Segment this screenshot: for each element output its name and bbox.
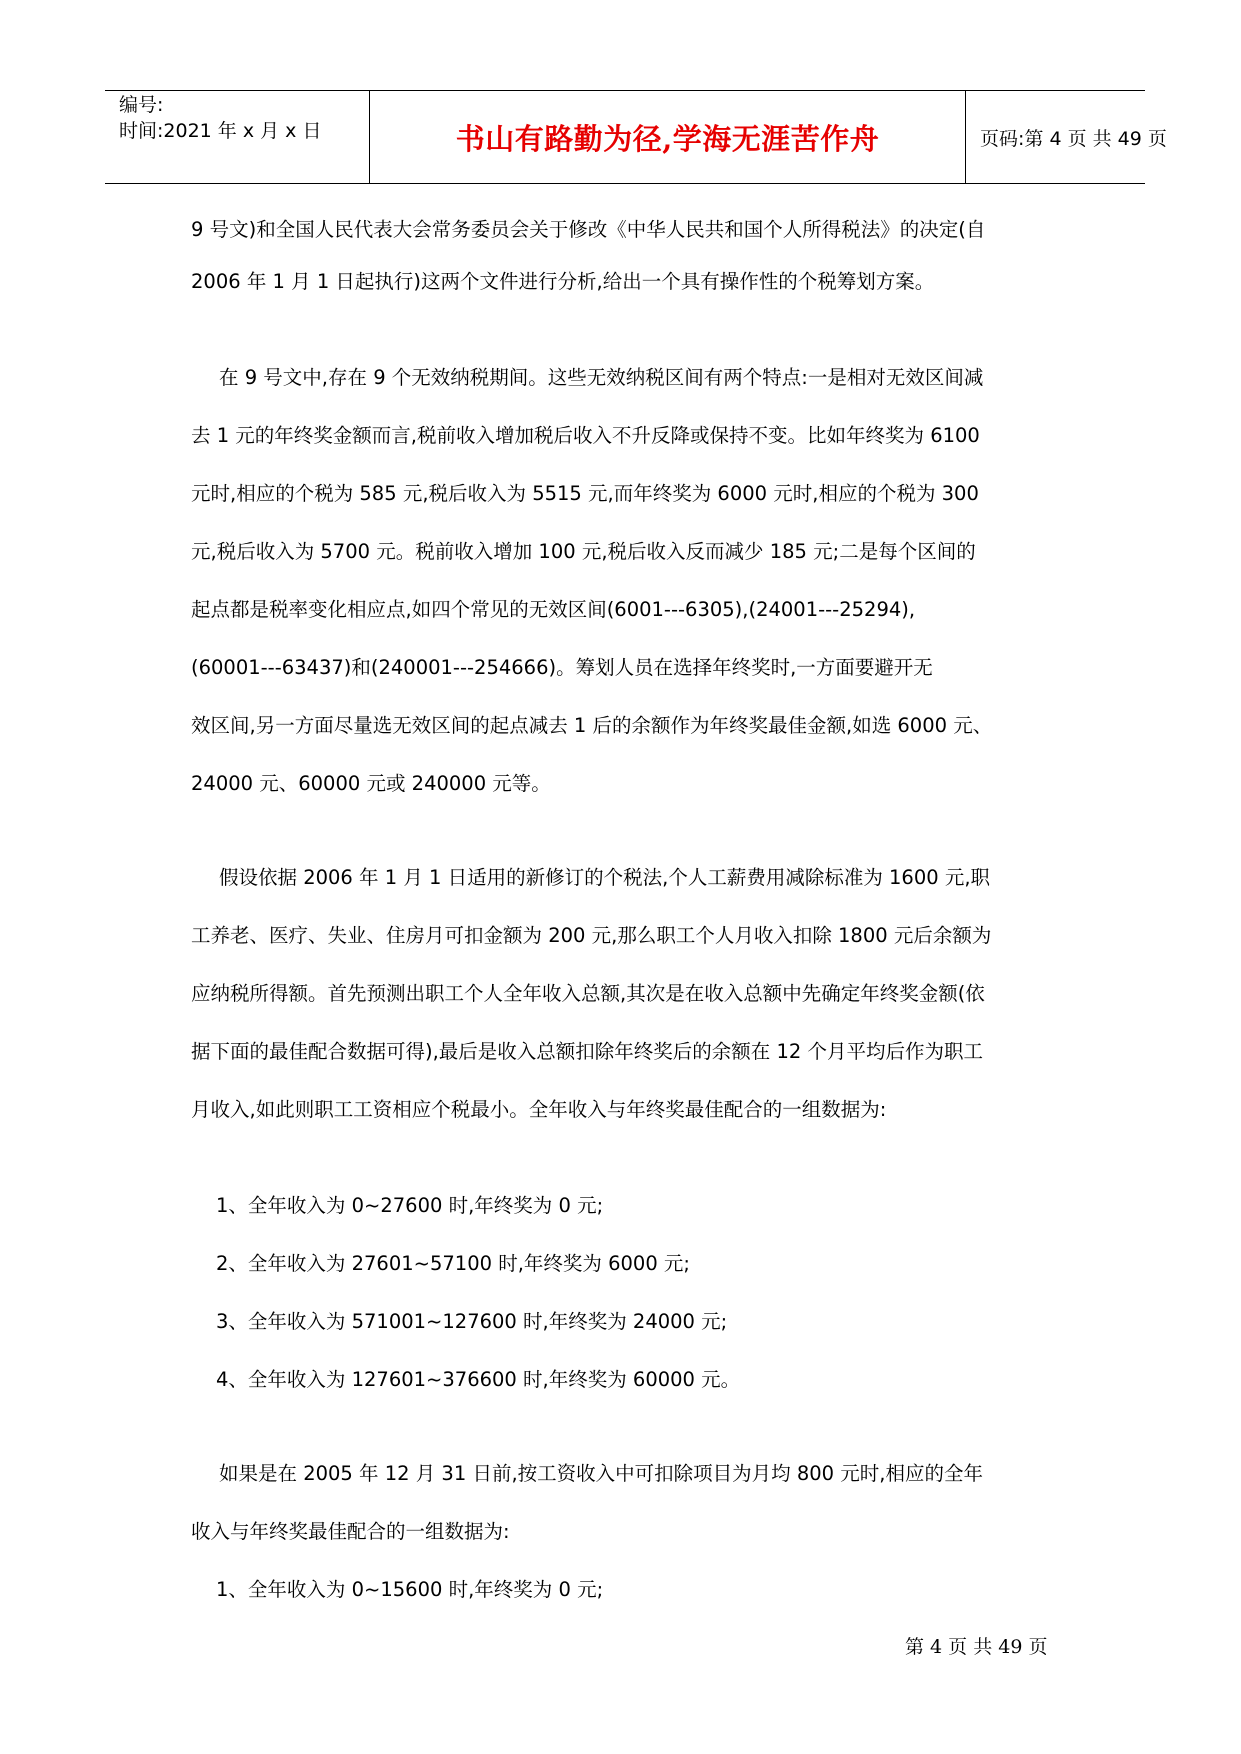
document-number-label: 编号:	[119, 94, 164, 116]
header-page-info: 页码:第 4 页 共 49 页	[980, 127, 1167, 150]
list-item: 2、全年收入为 27601~57100 时,年终奖为 6000 元;	[216, 1252, 690, 1275]
body-line: 据下面的最佳配合数据可得),最后是收入总额扣除年终奖后的余额在 12 个月平均后作为职工	[191, 1040, 984, 1063]
page-footer: 第 4 页 共 49 页	[905, 1636, 1048, 1658]
body-line: 工养老、医疗、失业、住房月可扣金额为 200 元,那么职工个人月收入扣除 1800 元后余额为	[191, 924, 992, 947]
body-line: 假设依据 2006 年 1 月 1 日适用的新修订的个税法,个人工薪费用减除标准为 1600 元,职	[219, 866, 991, 889]
body-line: 9 号文)和全国人民代表大会常务委员会关于修改《中华人民共和国个人所得税法》的决定(自	[191, 218, 986, 241]
list-item: 4、全年收入为 127601~376600 时,年终奖为 60000 元。	[216, 1368, 741, 1391]
body-line: 24000 元、60000 元或 240000 元等。	[191, 772, 551, 795]
header-motto-cell	[369, 91, 966, 183]
body-line: 应纳税所得额。首先预测出职工个人全年收入总额,其次是在收入总额中先确定年终奖金额(依	[191, 982, 985, 1005]
body-line: 如果是在 2005 年 12 月 31 日前,按工资收入中可扣除项目为月均 800 元时,相应的全年	[219, 1462, 983, 1485]
document-time-label: 时间:2021 年 x 月 x 日	[119, 120, 322, 142]
body-line: 2006 年 1 月 1 日起执行)这两个文件进行分析,给出一个具有操作性的个税筹划方案。	[191, 270, 935, 293]
body-line: 去 1 元的年终奖金额而言,税前收入增加税后收入不升反降或保持不变。比如年终奖为 6100	[191, 424, 980, 447]
body-line: 起点都是税率变化相应点,如四个常见的无效区间(6001---6305),(24001---25294),	[191, 598, 916, 621]
list-item: 3、全年收入为 571001~127600 时,年终奖为 24000 元;	[216, 1310, 728, 1333]
header-motto: 书山有路勤为径,学海无涯苦作舟	[455, 121, 880, 156]
list-item: 1、全年收入为 0~27600 时,年终奖为 0 元;	[216, 1194, 604, 1217]
header-page-cell	[966, 91, 1167, 183]
header-meta-cell	[105, 91, 369, 183]
body-line: 收入与年终奖最佳配合的一组数据为:	[191, 1520, 510, 1543]
body-line: 效区间,另一方面尽量选无效区间的起点减去 1 后的余额作为年终奖最佳金额,如选 6000 元、	[191, 714, 993, 737]
body-line: 月收入,如此则职工工资相应个税最小。全年收入与年终奖最佳配合的一组数据为:	[191, 1098, 887, 1121]
body-line: (60001---63437)和(240001---254666)。筹划人员在选择年终奖时,一方面要避开无	[191, 656, 933, 679]
list-item: 1、全年收入为 0~15600 时,年终奖为 0 元;	[216, 1578, 604, 1601]
body-line: 元时,相应的个税为 585 元,税后收入为 5515 元,而年终奖为 6000 元时,相应的个税为 300	[191, 482, 979, 505]
body-line: 元,税后收入为 5700 元。税前收入增加 100 元,税后收入反而减少 185 元;二是每个区间的	[191, 540, 976, 563]
body-line: 在 9 号文中,存在 9 个无效纳税期间。这些无效纳税区间有两个特点:一是相对无效区间减	[219, 366, 984, 389]
document-header	[105, 90, 1167, 184]
